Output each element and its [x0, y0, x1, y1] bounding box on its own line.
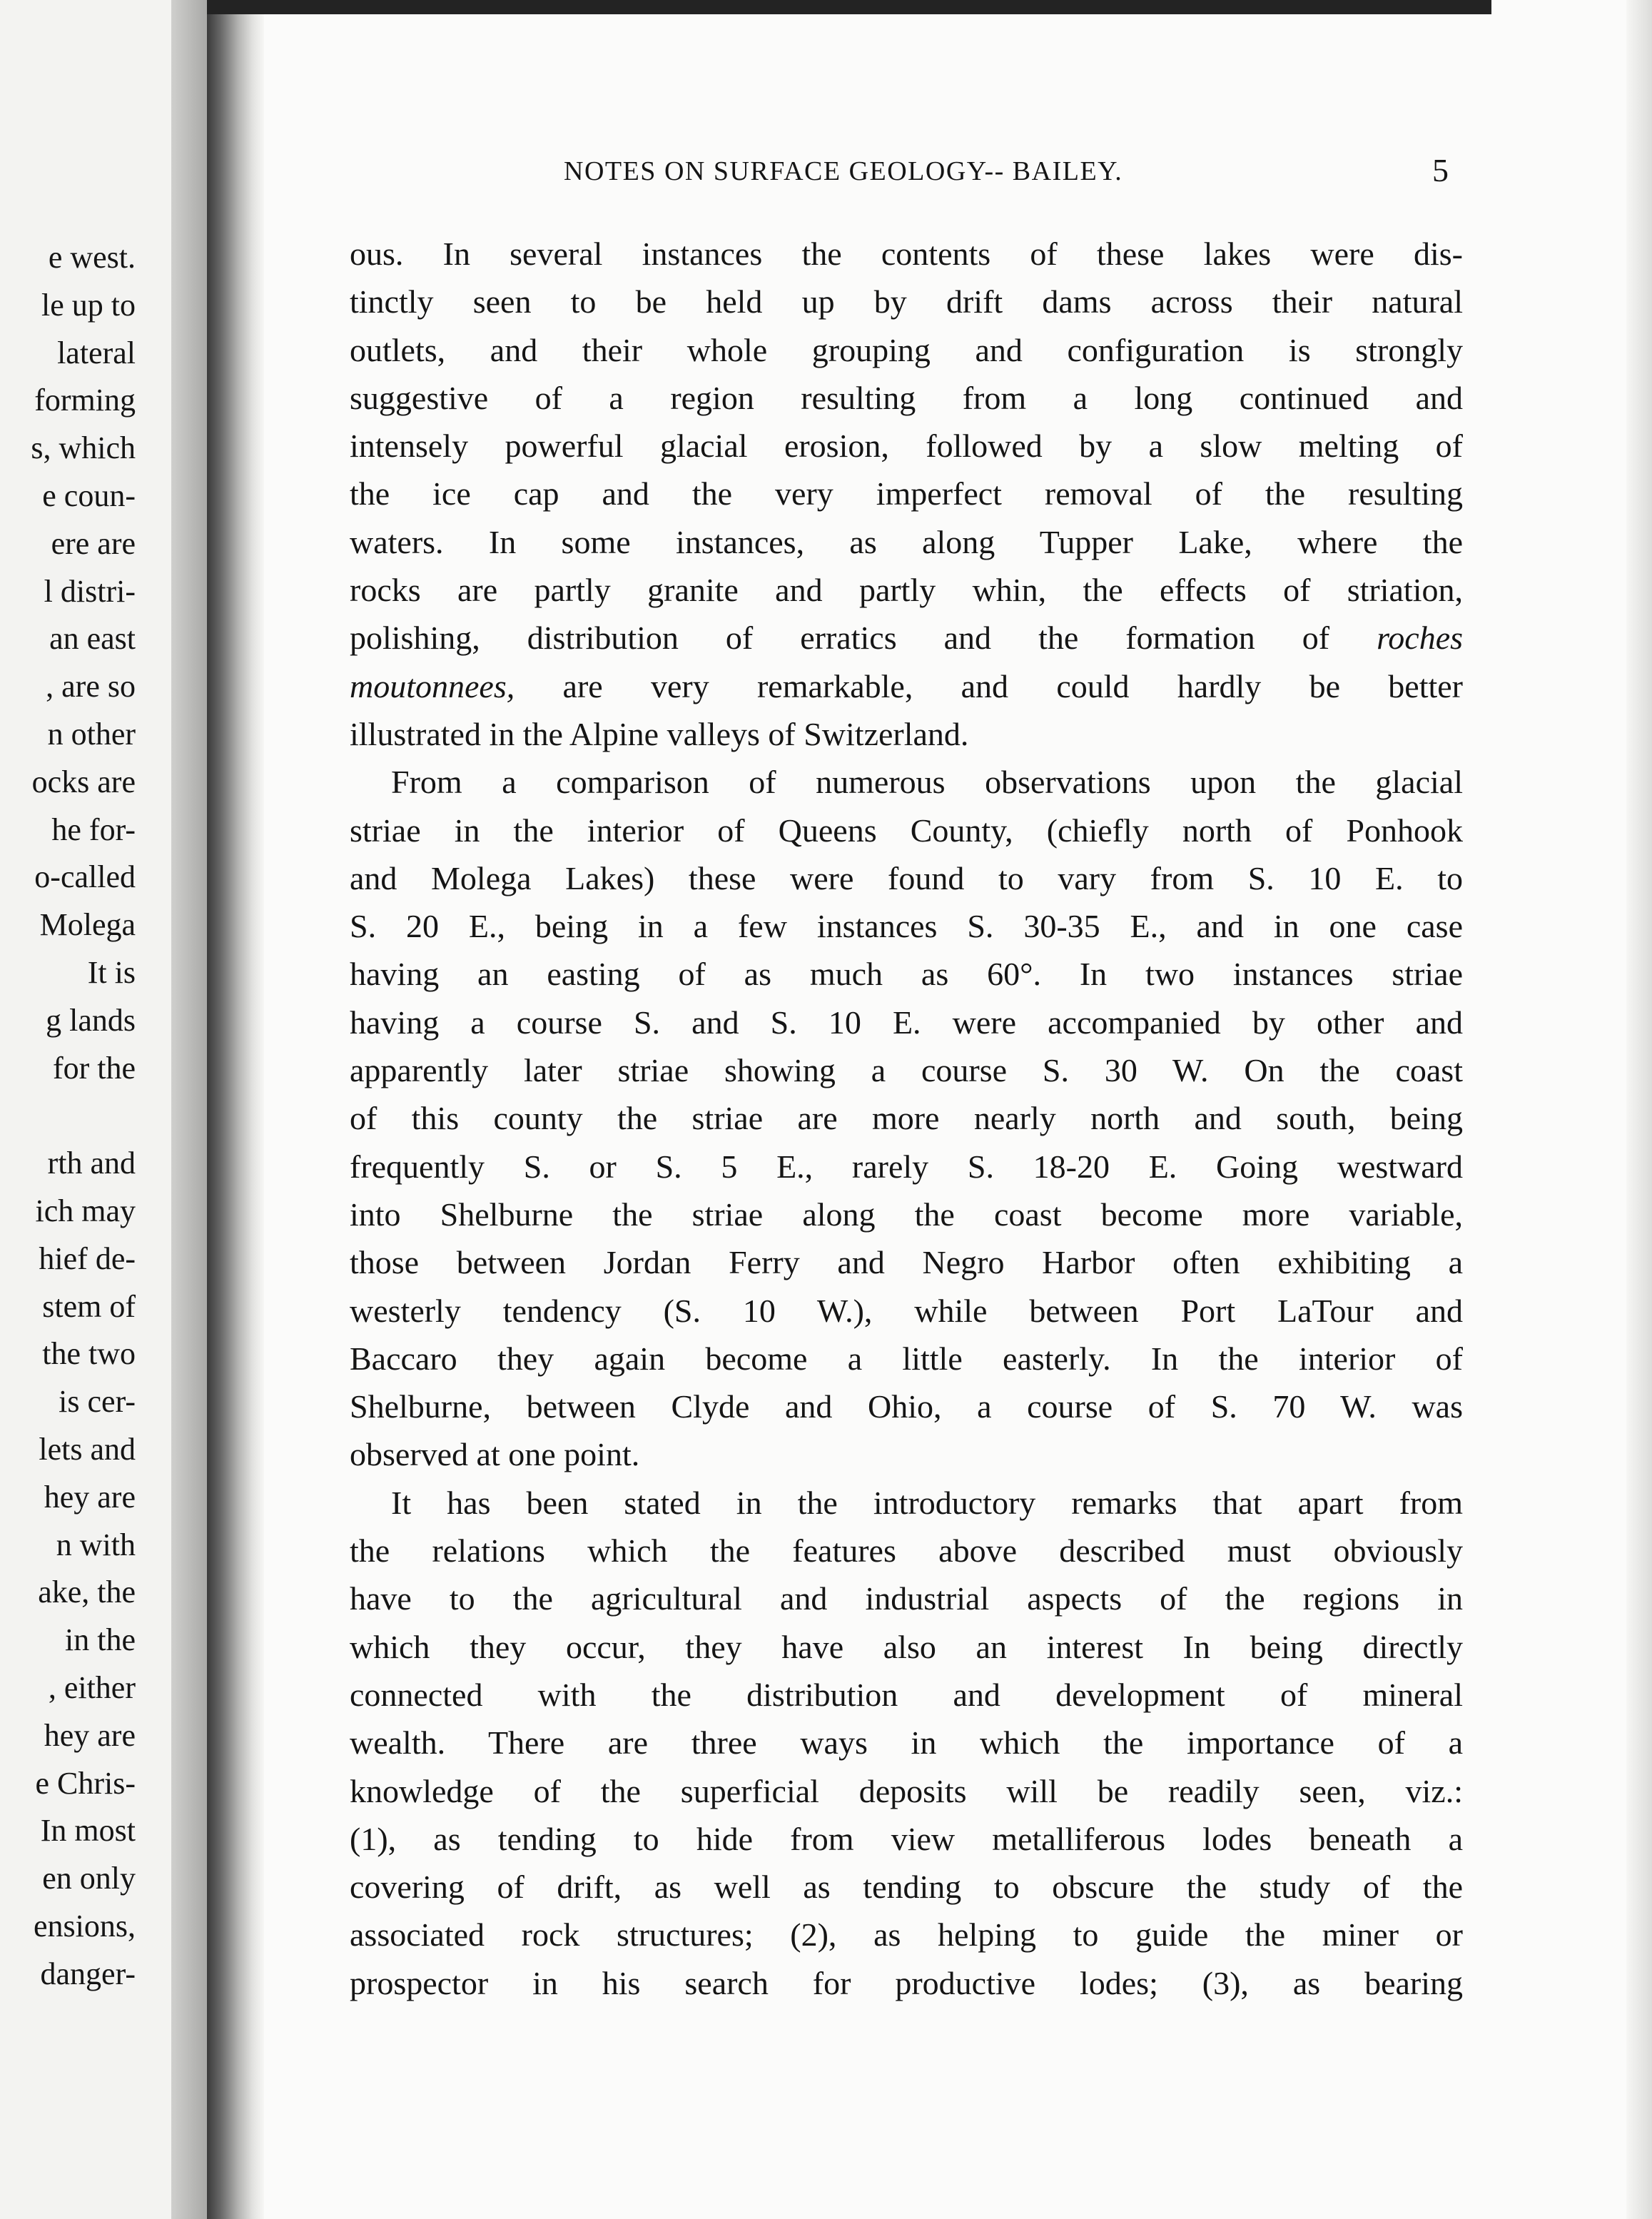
- facing-page-line: e coun-: [42, 477, 136, 513]
- facing-page-line: It is: [87, 954, 136, 990]
- text-line: intensely powerful glacial erosion, followed by a slow melting of: [350, 428, 1463, 465]
- text-line: outlets, and their whole grouping and configuration is strongly: [350, 331, 1463, 368]
- text-line: apparently later striae showing a course S. 30 W. On the coast: [350, 1052, 1463, 1089]
- facing-page-line: le up to: [41, 287, 136, 323]
- facing-page-line: g lands: [46, 1002, 136, 1038]
- text-line: [350, 614, 1463, 662]
- facing-page-line: the two: [42, 1336, 136, 1372]
- text-line: associated rock structures; (2), as helping to guide the miner or: [350, 1916, 1463, 1953]
- facing-page-line: ensions,: [34, 1908, 136, 1943]
- running-head: NOTES ON SURFACE GEOLOGY-- BAILEY.: [564, 156, 1123, 186]
- facing-page-line: In most: [40, 1813, 136, 1849]
- facing-page-line: ocks are: [31, 764, 136, 799]
- text-line: Baccaro they again become a little easterly. In the interior of: [350, 1340, 1463, 1377]
- text-line: frequently S. or S. 5 E., rarely S. 18-20 E. Going westward: [350, 1148, 1463, 1185]
- top-shadow: [207, 0, 1491, 14]
- facing-page-line: danger-: [40, 1956, 136, 1991]
- facing-page-line: l distri-: [44, 573, 136, 609]
- text-line: striae in the interior of Queens County, (chiefly north of Ponhook: [350, 812, 1463, 849]
- text-line: prospector in his search for productive lodes; (3), as bearing: [350, 1964, 1463, 2001]
- text-line: It has been stated in the introductory remarks that apart from: [391, 1484, 1463, 1521]
- text-line: having a course S. and S. 10 E. were accompanied by other and: [350, 1004, 1463, 1041]
- facing-page-line: e west.: [48, 240, 136, 275]
- text-line: suggestive of a region resulting from a long continued and: [350, 379, 1463, 416]
- gutter-shadow: [171, 0, 207, 2219]
- facing-page-line: stem of: [42, 1288, 136, 1324]
- text-line: knowledge of the superficial deposits will be readily seen, viz.:: [350, 1772, 1463, 1809]
- facing-page-line: ich may: [35, 1193, 136, 1228]
- text-line: the ice cap and the very imperfect removal of the resulting: [350, 475, 1463, 512]
- paragraph: [350, 230, 1463, 758]
- facing-page-line: for the: [52, 1050, 136, 1086]
- facing-page-line: n with: [56, 1527, 136, 1562]
- text-line: waters. In some instances, as along Tupper Lake, where the: [350, 523, 1463, 560]
- facing-page-line: o-called: [34, 859, 136, 895]
- facing-page-line: rth and: [47, 1146, 136, 1181]
- text-line: have to the agricultural and industrial aspects of the regions in: [350, 1580, 1463, 1617]
- text-line: ous. In several instances the contents of these lakes were dis-: [350, 236, 1463, 272]
- paragraph: [350, 1479, 1463, 2007]
- text-line: having an easting of as much as 60°. In two instances striae: [350, 956, 1463, 993]
- text-line: of this county the striae are more nearly north and south, being: [350, 1100, 1463, 1137]
- text-line: which they occur, they have also an interest In being directly: [350, 1628, 1463, 1665]
- text-run: polishing, distribution of erratics and the formation of: [350, 620, 1330, 657]
- facing-page-line: [0, 1092, 136, 1140]
- text-line: and Molega Lakes) these were found to vary from S. 10 E. to: [350, 859, 1463, 896]
- text-line: wealth. There are three ways in which the importance of a: [350, 1724, 1463, 1761]
- facing-page-line: Molega: [39, 907, 136, 943]
- text-line: tinctly seen to be held up by drift dams across their natural: [350, 283, 1463, 320]
- text-line: connected with the distribution and development of mineral: [350, 1676, 1463, 1713]
- italic-term: roches: [1377, 620, 1464, 657]
- binding-spine: [207, 14, 264, 2219]
- text-line: Shelburne, between Clyde and Ohio, a course of S. 70 W. was: [350, 1388, 1463, 1425]
- facing-page-line: he for-: [51, 812, 136, 847]
- facing-page-line: in the: [65, 1622, 136, 1658]
- page-header: [350, 152, 1491, 198]
- facing-page-line: hey are: [44, 1479, 136, 1515]
- text-line: (1), as tending to hide from view metalliferous lodes beneath a: [350, 1820, 1463, 1857]
- facing-page-line: an east: [49, 621, 136, 657]
- facing-page-line: , are so: [46, 669, 136, 704]
- facing-page-line: hey are: [44, 1717, 136, 1753]
- text-line: into Shelburne the striae along the coast become more variable,: [350, 1196, 1463, 1233]
- text-line: S. 20 E., being in a few instances S. 30-35 E., and in one case: [350, 908, 1463, 945]
- facing-page-line: hief de-: [39, 1240, 136, 1276]
- facing-page-text: [0, 234, 136, 1998]
- page-edge-shadow: [1626, 0, 1652, 2219]
- text-line: [350, 662, 1463, 710]
- facing-page-line: forming: [34, 383, 136, 418]
- facing-page-line: ake, the: [38, 1574, 136, 1610]
- paragraph: [350, 758, 1463, 1478]
- text-line: rocks are partly granite and partly whin, the effects of striation,: [350, 572, 1463, 609]
- text-line: the relations which the features above described must obviously: [350, 1532, 1463, 1570]
- facing-page-line: is cer-: [59, 1384, 136, 1420]
- text-line: covering of drift, as well as tending to obscure the study of the: [350, 1869, 1463, 1906]
- text-line: westerly tendency (S. 10 W.), while between Port LaTour and: [350, 1292, 1463, 1329]
- text-line: illustrated in the Alpine valleys of Switzerland.: [350, 715, 969, 752]
- facing-page-line: lateral: [57, 335, 136, 370]
- text-line: observed at one point.: [350, 1436, 640, 1473]
- text-line: those between Jordan Ferry and Negro Harbor often exhibiting a: [350, 1244, 1463, 1281]
- text-line: From a comparison of numerous observations upon the glacial: [391, 764, 1463, 801]
- facing-page-line: , either: [48, 1669, 136, 1705]
- facing-page-line: ere are: [51, 525, 136, 561]
- facing-page-line: lets and: [39, 1431, 136, 1467]
- facing-page-line: s, which: [31, 430, 136, 466]
- italic-term: moutonnees,: [350, 667, 515, 704]
- facing-page-line: e Chris-: [35, 1765, 136, 1801]
- page-number: 5: [1432, 152, 1449, 188]
- text-run: are very remarkable, and could hardly be better: [562, 667, 1463, 704]
- facing-page-line: n other: [47, 716, 136, 752]
- facing-page-line: en only: [42, 1861, 136, 1896]
- body-text: [350, 230, 1463, 2007]
